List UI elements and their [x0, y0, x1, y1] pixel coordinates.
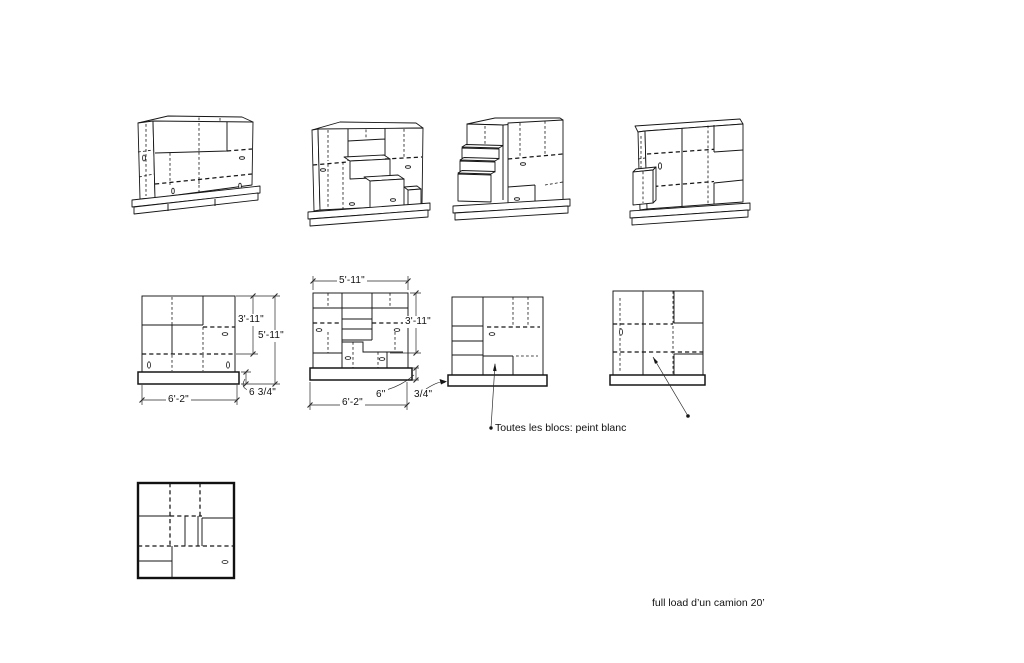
- plan-partitions: [138, 483, 234, 578]
- plan-view: [135, 478, 245, 586]
- pallet: [448, 375, 547, 386]
- isometric-view-1: [120, 100, 270, 235]
- pallet: [310, 368, 412, 380]
- dim-label-elev1-width: 6'-2": [168, 394, 189, 405]
- leader-arrow: [489, 363, 496, 430]
- dim-label-elev2-top-width: 5'-11": [339, 275, 365, 286]
- dim-label-elev2-pallet-height: 6": [376, 389, 386, 400]
- plan-outline: [138, 483, 234, 578]
- handles: [658, 163, 661, 169]
- pallet: [138, 372, 239, 384]
- block-elevation: [613, 291, 703, 375]
- front-corner-block: [633, 167, 656, 205]
- block-elevation: [142, 296, 235, 372]
- leader-arrow: [653, 357, 690, 418]
- dim-label-elev2-upper-height: 3'-11": [405, 316, 431, 327]
- elevation-view-3: [440, 285, 570, 435]
- cube-faces: [138, 116, 253, 199]
- elevation-view-4: [605, 285, 730, 425]
- dim-label-elev1-pallet-height: 6 3/4": [249, 387, 276, 398]
- dim-label-elev2-deck-thickness: 3/4": [414, 389, 433, 400]
- paint-note: Toutes les blocs: peint blanc: [495, 422, 627, 434]
- pallet: [453, 199, 570, 220]
- block-elevation: [313, 293, 408, 368]
- dim-label-elev2-width: 6'-2": [342, 397, 363, 408]
- isometric-view-3: [445, 103, 575, 235]
- staircase: [458, 124, 503, 202]
- truck-load-note: full load d’un camion 20’: [652, 597, 765, 609]
- block-elevation: [452, 297, 543, 375]
- dim-label-elev1-upper-height: 3'-11": [238, 314, 264, 325]
- isometric-view-2: [300, 108, 440, 240]
- pallet: [610, 375, 705, 385]
- isometric-view-4: [620, 108, 755, 233]
- dim-label-elev1-total-height: 5'-11": [258, 330, 284, 341]
